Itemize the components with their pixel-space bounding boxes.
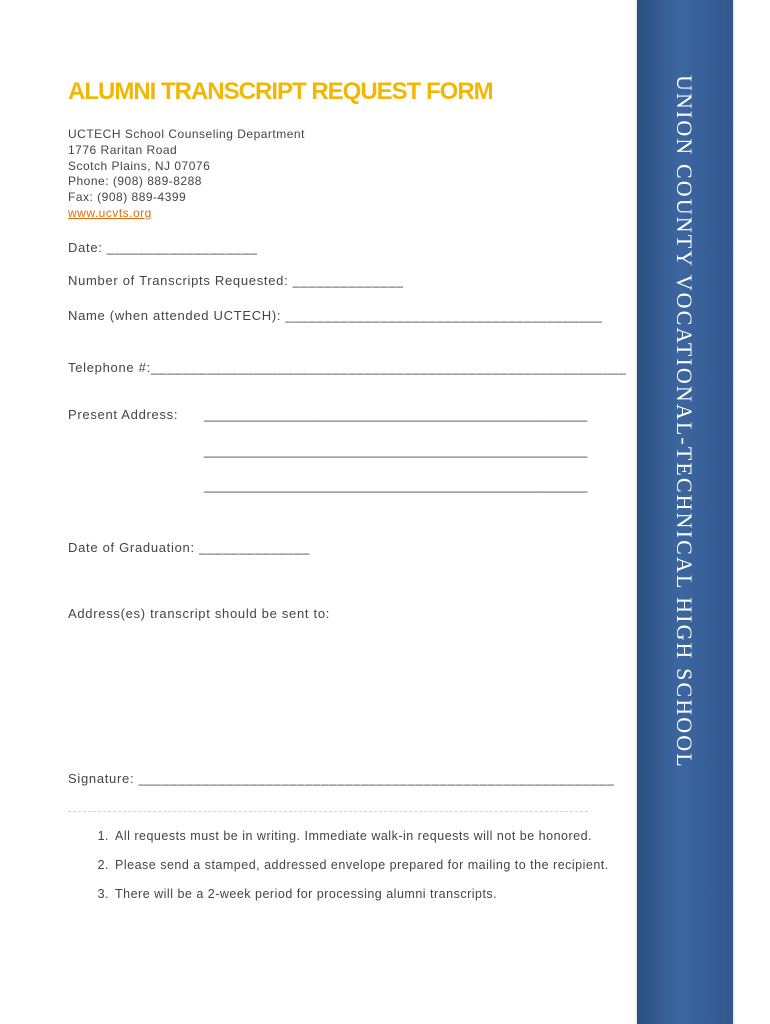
date-field[interactable]: Date: ___________________ [68, 240, 258, 255]
school-name-text: UNION COUNTY VOCATIONAL-TECHNICAL HIGH SCHOOL [672, 75, 697, 769]
note-item: 1. All requests must be in writing. Immediate walk-in requests will not be honored. [113, 827, 633, 846]
present-address-label: Present Address: [68, 407, 179, 422]
city-state-zip: Scotch Plains, NJ 07076 [68, 158, 211, 173]
signature-field[interactable]: Signature: ____________________________________________________________ [68, 771, 615, 786]
street-address: 1776 Raritan Road [68, 142, 178, 157]
send-to-label: Address(es) transcript should be sent to: [68, 606, 331, 621]
form-title: ALUMNI TRANSCRIPT REQUEST FORM [68, 78, 493, 105]
contact-block [68, 127, 305, 222]
note-item: 2. Please send a stamped, addressed envelope prepared for mailing to the recipient. [113, 856, 633, 875]
notes-divider [68, 811, 588, 812]
fax-number: Fax: (908) 889-4399 [68, 190, 187, 205]
address-line-2[interactable]: _____________________________________________________ [204, 443, 588, 458]
num-transcripts-field[interactable]: Number of Transcripts Requested: ______________ [68, 273, 404, 288]
address-line-3[interactable]: _____________________________________________________ [204, 478, 588, 493]
graduation-date-field[interactable]: Date of Graduation: ______________ [68, 540, 311, 555]
note-item: 3. There will be a 2-week period for processing alumni transcripts. [113, 885, 633, 904]
telephone-field[interactable]: Telephone #:____________________________________________________________ [68, 360, 627, 375]
notes-list [68, 827, 633, 914]
address-line-1[interactable]: _____________________________________________________ [204, 407, 588, 422]
department-name: UCTECH School Counseling Department [68, 127, 305, 141]
website-link[interactable]: www.ucvts.org [68, 205, 152, 220]
school-name-sidebar [637, 0, 733, 1024]
phone-number: Phone: (908) 889-8288 [68, 174, 202, 189]
name-field[interactable]: Name (when attended UCTECH): ________________________________________ [68, 308, 603, 323]
